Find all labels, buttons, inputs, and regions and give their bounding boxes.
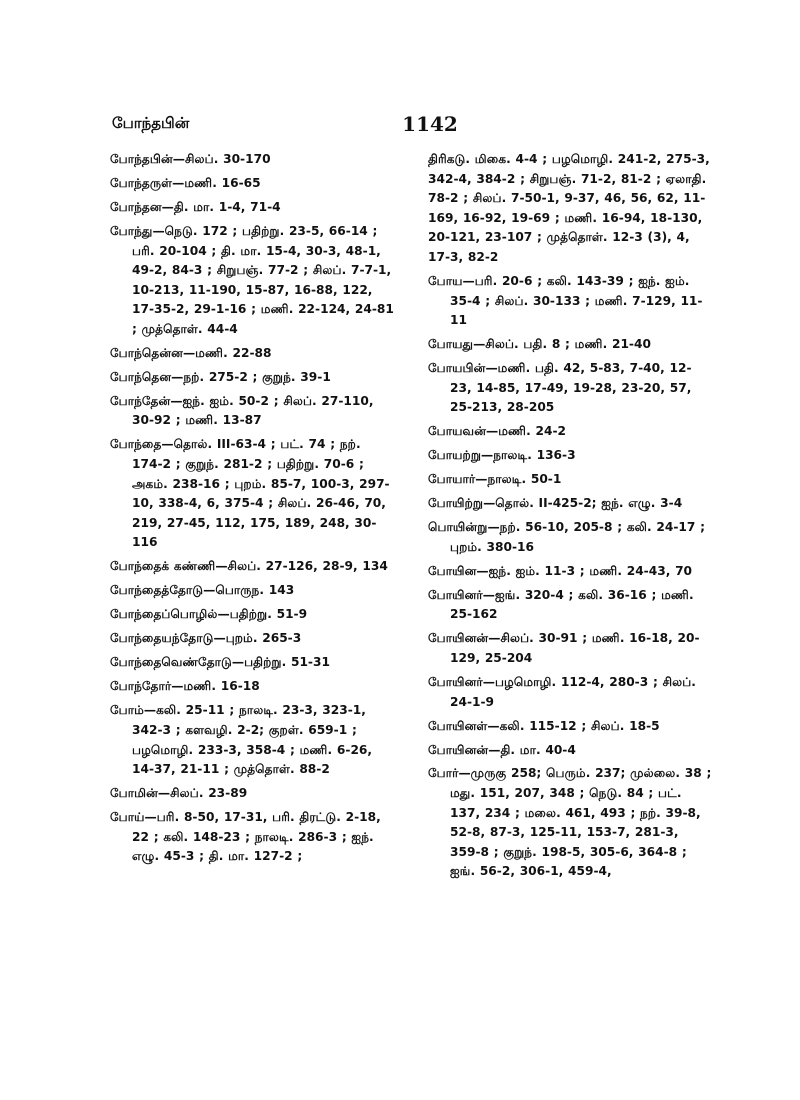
entry-dash: —: [172, 175, 185, 190]
entry-headword: போந்தபின்: [110, 152, 173, 166]
entry-references: ஐங். 320-4 ; கலி. 36-16 ; மணி. 25-162: [450, 587, 694, 622]
entry-references: பரி. 20-6 ; கலி. 143-39 ; ஐந். ஐம். 35-4 ; சிலப். 30-133 ; மணி. 7-129, 11-11: [450, 273, 703, 328]
entry-references: சிலப். 30-170: [184, 152, 271, 166]
entry-references: திரிகடு. மிகை. 4-4 ; பழமொழி. 241-2, 275-3, 342-4, 384-2 ; சிறுபஞ். 71-2, 81-2 ; ஏலாதி. 78-2 ; சிலப். 7-50-1, 9-37, 46, 56, 62, 11-169, 16-92, 19-69 ; மணி. 16-94, 18-130, 20-121, 23-107 ; முத்தொள். 12-3 (3), 4, 17-3, 82-2: [428, 152, 710, 264]
entry-references: பதிற்று. 51-31: [244, 655, 330, 670]
entry-dash: —: [483, 496, 496, 511]
entry-headword: போந்தைப்பொழில்: [110, 607, 218, 622]
index-entry: [428, 272, 713, 331]
entry-headword: போந்தைத்தோடு: [110, 583, 204, 598]
entry-references: பொருந. 143: [215, 583, 295, 598]
entry-headword: போந்தையந்தோடு: [110, 631, 214, 646]
index-entry: [110, 557, 395, 577]
entry-references: தி. மா. 1-4, 71-4: [173, 199, 281, 214]
index-entry: [110, 701, 395, 779]
index-entry: [110, 198, 395, 218]
index-entry: [110, 653, 395, 673]
entry-headword: போந்தைவெண்தோடு: [110, 655, 232, 670]
entry-dash: —: [475, 472, 488, 487]
entry-dash: —: [482, 674, 495, 689]
entry-headword: போந்தேன்: [110, 393, 171, 408]
entry-headword: போந்தருள்: [110, 175, 173, 190]
index-entry: [110, 150, 395, 170]
index-entry: [110, 581, 395, 601]
entry-references: நற். 275-2 ; குறுந். 39-1: [183, 369, 331, 384]
entry-references: நெடு. 172 ; பதிற்று. 23-5, 66-14 ; பரி. 20-104 ; தி. மா. 15-4, 30-3, 48-1, 49-2, 84-3 ; சிறுபஞ். 77-2 ; சிலப். 7-7-1, 10-213, 11-190, 15-87, 16-88, 122, 17-35-2, 29-1-16 ; மணி. 22-124, 24-81 ; முத்தொள். 44-4: [132, 223, 394, 336]
entry-dash: —: [144, 810, 157, 825]
entry-dash: —: [488, 742, 501, 757]
entry-headword: போயினன்: [428, 631, 489, 646]
index-entry: [428, 359, 713, 418]
entry-dash: —: [170, 393, 183, 408]
entry-headword: போயினன்: [428, 742, 489, 757]
index-entry: [428, 494, 713, 514]
entry-references: தி. மா. 40-4: [500, 742, 576, 757]
index-entry: [110, 784, 395, 804]
entry-references: தொல். II-425-2; ஐந். எழு. 3-4: [495, 496, 683, 511]
index-entry: [110, 392, 395, 431]
entry-headword: போய்: [110, 810, 145, 825]
entry-headword: போம்: [110, 703, 144, 718]
entry-dash: —: [482, 587, 495, 602]
index-entry: [428, 562, 713, 582]
entry-references: நற். 56-10, 205-8 ; கலி. 24-17 ; புறம். 380-16: [450, 520, 705, 554]
entry-references: நாலடி. 136-3: [493, 448, 576, 463]
page-number: 1142: [402, 112, 458, 136]
entry-headword: போந்து: [110, 223, 153, 238]
entry-dash: —: [161, 437, 174, 452]
entry-dash: —: [203, 583, 216, 598]
entry-references: பரி. 8-50, 17-31, பரி. திரட்டு. 2-18, 22 ; கலி. 148-23 ; நாலடி. 286-3 ; ஐந். எழு. 45-3 ; தி. மா. 127-2 ;: [132, 810, 381, 864]
entry-headword: போயினர்: [428, 674, 483, 689]
entry-headword: போந்தைக் கண்ணி: [110, 559, 216, 574]
entry-references: சிலப். 23-89: [170, 786, 248, 801]
entry-dash: —: [161, 199, 174, 214]
entry-headword: போயார்: [428, 472, 476, 487]
entry-dash: —: [487, 718, 500, 733]
entry-headword: போந்தன: [110, 199, 162, 214]
entry-references: ஐந். ஐம். 11-3 ; மணி. 24-43, 70: [488, 563, 693, 578]
entry-dash: —: [487, 520, 500, 535]
entry-references: புறம். 265-3: [225, 631, 302, 646]
entry-references: நாலடி. 50-1: [487, 472, 562, 487]
index-entry: [428, 518, 713, 557]
entry-dash: —: [143, 703, 157, 718]
index-entry: [428, 422, 713, 442]
entry-headword: போயினள்: [428, 718, 488, 733]
entry-headword: போந்தென்ன: [110, 345, 183, 360]
entry-headword: போயினர்: [428, 587, 483, 602]
entry-dash: —: [157, 786, 171, 801]
index-entry: [110, 808, 395, 867]
entry-dash: —: [172, 152, 185, 166]
entry-references: மணி. 16-18: [183, 679, 260, 694]
entry-dash: —: [152, 223, 165, 238]
index-entry: [428, 586, 713, 625]
index-entry: [428, 741, 713, 761]
entry-dash: —: [171, 369, 184, 384]
index-entry: [428, 673, 713, 712]
index-entry: [428, 150, 713, 268]
entry-references: மணி. 24-2: [498, 424, 567, 439]
entry-references: பதிற்று. 51-9: [229, 607, 308, 622]
entry-dash: —: [182, 345, 196, 360]
entry-references: மணி. பதி. 42, 5-83, 7-40, 12-23, 14-85, 17-49, 19-28, 23-20, 57, 25-213, 28-205: [450, 361, 692, 415]
entry-dash: —: [485, 361, 498, 376]
right-column: [428, 150, 713, 886]
entry-references: சிலப். பதி. 8 ; மணி. 21-40: [485, 337, 651, 352]
index-entry: [428, 470, 713, 490]
entry-references: மணி. 22-88: [195, 345, 272, 360]
entry-dash: —: [217, 607, 230, 622]
entry-headword: போமின்: [110, 786, 158, 801]
entry-dash: —: [458, 766, 471, 781]
entry-headword: போயபின்: [428, 361, 486, 376]
index-entry: [110, 222, 395, 340]
entry-dash: —: [462, 273, 475, 288]
index-entry: [428, 335, 713, 355]
entry-dash: —: [473, 337, 486, 352]
entry-headword: போயது: [428, 337, 474, 352]
entry-headword: போயிற்று: [428, 496, 484, 511]
entry-references: சிலப். 30-91 ; மணி. 16-18, 20-129, 25-204: [450, 631, 700, 665]
left-column: [110, 150, 395, 871]
entry-dash: —: [171, 679, 184, 694]
index-entry: [110, 174, 395, 194]
entry-headword: போந்தை: [110, 437, 162, 452]
entry-references: முருகு 258; பெரும். 237; முல்லை. 38 ; மது. 151, 207, 348 ; நெடு. 84 ; பட். 137, 234 ; மலை. 461, 493 ; நற். 39-8, 52-8, 87-3, 125-11, 153-7, 281-3, 359-8 ; குறுந். 198-5, 305-6, 364-8 ; ஐங். 56-2, 306-1, 459-4,: [450, 766, 712, 879]
index-entry: [110, 435, 395, 553]
index-entry: [428, 629, 713, 668]
index-entry: [110, 368, 395, 388]
index-entry: [428, 717, 713, 737]
entry-headword: போந்தோர்: [110, 679, 172, 694]
entry-dash: —: [231, 655, 245, 670]
entry-headword: போய: [428, 273, 463, 288]
entry-references: ஐந். ஐம். 50-2 ; சிலப். 27-110, 30-92 ; மணி. 13-87: [132, 393, 374, 428]
index-entry: [110, 344, 395, 364]
entry-dash: —: [481, 448, 494, 463]
entry-dash: —: [488, 631, 501, 646]
entry-headword: பொயின்று: [428, 520, 488, 535]
entry-references: கலி. 115-12 ; சிலப். 18-5: [499, 718, 660, 733]
entry-headword: போந்தென: [110, 369, 172, 384]
entry-headword: போர்: [428, 766, 459, 781]
index-entry: [110, 629, 395, 649]
entry-dash: —: [213, 631, 226, 646]
entry-dash: —: [476, 563, 489, 578]
running-headword: போந்தபின்: [112, 114, 190, 132]
entry-headword: போயவன்: [428, 424, 487, 439]
index-entry: [428, 446, 713, 466]
entry-dash: —: [486, 424, 499, 439]
index-entry: [110, 605, 395, 625]
entry-references: தொல். III-63-4 ; பட். 74 ; நற். 174-2 ; குறுந். 281-2 ; பதிற்று. 70-6 ; அகம். 238-16 ; புறம். 85-7, 100-3, 297-10, 338-4, 6, 375-4 ; சிலப். 26-46, 70, 219, 27-45, 112, 175, 189, 248, 30-116: [132, 437, 390, 550]
entry-headword: போயற்று: [428, 448, 482, 463]
entry-references: கலி. 25-11 ; நாலடி. 23-3, 323-1, 342-3 ; களவழி. 2-2; குறள். 659-1 ; பழமொழி. 233-3, 358-4 ; மணி. 6-26, 14-37, 21-11 ; முத்தொள். 88-2: [132, 703, 373, 777]
index-entry: [110, 677, 395, 697]
entry-references: மணி. 16-65: [184, 175, 261, 190]
entry-headword: போயின: [428, 563, 477, 578]
entry-dash: —: [215, 559, 228, 574]
entry-references: சிலப். 27-126, 28-9, 134: [227, 559, 388, 574]
entry-references: பழமொழி. 112-4, 280-3 ; சிலப். 24-1-9: [450, 674, 696, 709]
index-entry: [428, 764, 713, 882]
